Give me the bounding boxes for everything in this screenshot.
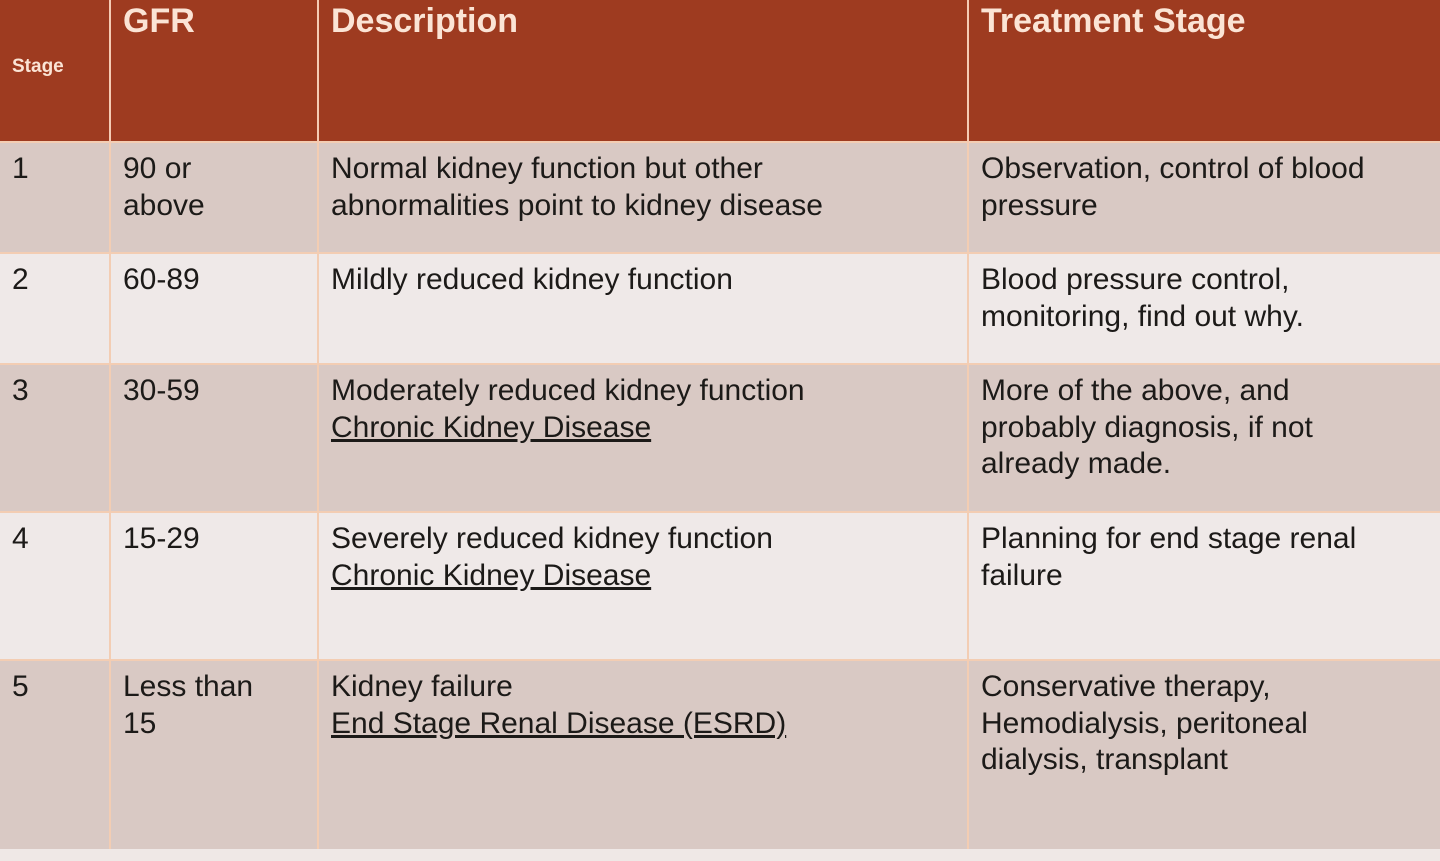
table-body	[0, 142, 1440, 849]
cell-treatment	[968, 364, 1440, 512]
cell-gfr	[110, 660, 318, 849]
cell-gfr	[110, 142, 318, 253]
cell-description	[318, 660, 968, 849]
cell-description-line-underlined: Chronic Kidney Disease	[331, 410, 652, 444]
header-row	[0, 0, 1440, 142]
cell-stage: 5	[0, 660, 110, 849]
cell-stage: 1	[0, 142, 110, 253]
cell-treatment-line: Observation, control of blood	[981, 152, 1365, 185]
cell-treatment-line: More of the above, and	[981, 374, 1290, 407]
cell-treatment-line: dialysis, transplant	[981, 743, 1228, 777]
cell-stage: 2	[0, 253, 110, 364]
cell-gfr-line: 30-59	[123, 374, 200, 407]
cell-description	[318, 364, 968, 512]
cell-description-line-underlined: End Stage Renal Disease (ESRD)	[331, 706, 787, 740]
cell-description-line: Normal kidney function but other	[331, 152, 763, 185]
cell-gfr-line: 60-89	[123, 263, 200, 296]
column-header-description: Description	[318, 0, 968, 142]
cell-treatment	[968, 512, 1440, 660]
cell-stage: 4	[0, 512, 110, 660]
cell-description	[318, 253, 968, 364]
cell-description-line: abnormalities point to kidney disease	[331, 188, 823, 222]
cell-description-line: Moderately reduced kidney function	[331, 374, 805, 407]
cell-description-line-underlined: Chronic Kidney Disease	[331, 558, 652, 592]
cell-treatment-line: monitoring, find out why.	[981, 299, 1304, 333]
cell-description-line: Severely reduced kidney function	[331, 522, 773, 555]
cell-treatment-line: Hemodialysis, peritoneal	[981, 706, 1308, 740]
cell-treatment-line: probably diagnosis, if not	[981, 410, 1313, 444]
cell-stage: 3	[0, 364, 110, 512]
cell-gfr	[110, 512, 318, 660]
column-header-treatment-stage: Treatment Stage	[968, 0, 1440, 142]
table-header	[0, 0, 1440, 142]
cell-description-line: Kidney failure	[331, 670, 513, 703]
table-row	[0, 660, 1440, 849]
cell-description	[318, 512, 968, 660]
cell-gfr-line: above	[123, 188, 205, 222]
cell-treatment-line: Conservative therapy,	[981, 670, 1271, 703]
cell-gfr	[110, 253, 318, 364]
cell-treatment-line: failure	[981, 558, 1063, 592]
cell-treatment-line: Planning for end stage renal	[981, 522, 1357, 555]
cell-description	[318, 142, 968, 253]
column-header-stage: Stage	[0, 0, 110, 142]
cell-description-line: Mildly reduced kidney function	[331, 263, 733, 296]
cell-treatment-line: already made.	[981, 447, 1172, 481]
cell-treatment	[968, 660, 1440, 849]
table-row	[0, 142, 1440, 253]
table-row	[0, 364, 1440, 512]
column-header-gfr: GFR	[110, 0, 318, 142]
cell-gfr-line: 90 or	[123, 152, 192, 185]
page-bottom-margin	[0, 849, 1440, 861]
cell-treatment-line: pressure	[981, 188, 1098, 222]
cell-gfr-line: Less than	[123, 670, 254, 703]
cell-treatment-line: Blood pressure control,	[981, 263, 1290, 296]
cell-gfr-line: 15	[123, 706, 157, 740]
table-row	[0, 253, 1440, 364]
cell-treatment	[968, 142, 1440, 253]
cell-gfr	[110, 364, 318, 512]
table-row	[0, 512, 1440, 660]
cell-gfr-line: 15-29	[123, 522, 200, 555]
cell-treatment	[968, 253, 1440, 364]
